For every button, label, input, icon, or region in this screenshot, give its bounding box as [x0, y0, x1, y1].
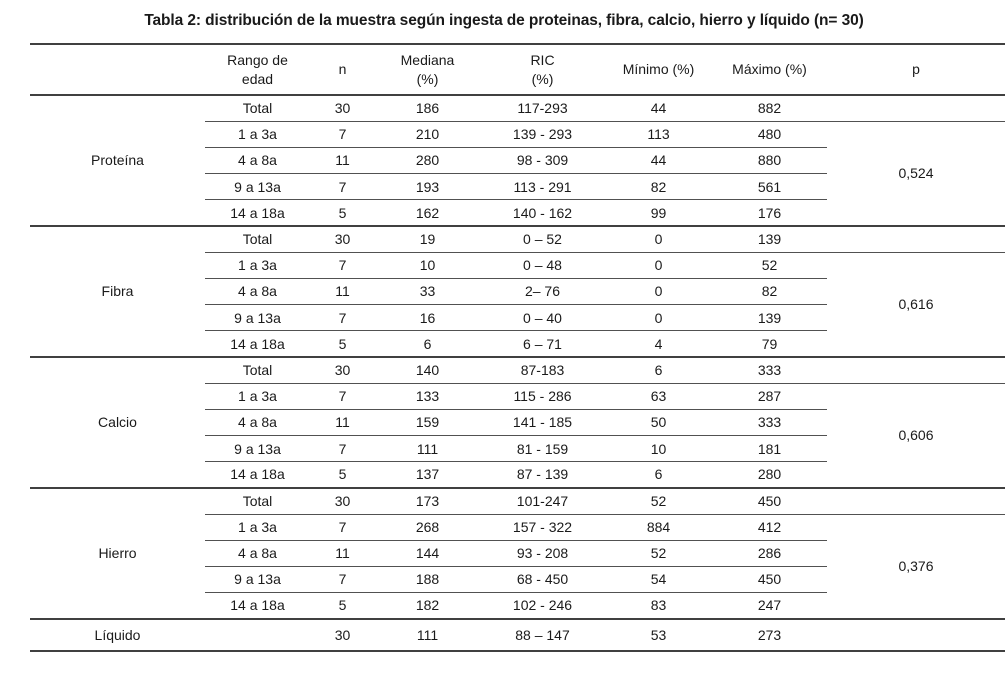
cell-rango: 9 a 13a	[205, 566, 310, 592]
cell-maximo: 139	[712, 226, 827, 252]
cell-rango: 9 a 13a	[205, 174, 310, 200]
cell-ric: 93 - 208	[480, 540, 605, 566]
column-header-mediana	[375, 44, 480, 95]
header-row	[30, 44, 1005, 95]
cell-maximo: 882	[712, 95, 827, 121]
cell-mediana: 188	[375, 566, 480, 592]
cell-mediana: 182	[375, 593, 480, 619]
cell-ric: 87 - 139	[480, 462, 605, 488]
cell-mediana: 137	[375, 462, 480, 488]
cell-ric: 68 - 450	[480, 566, 605, 592]
column-header-p	[827, 44, 1005, 95]
row-group-label: Proteína	[30, 95, 205, 226]
cell-ric: 157 - 322	[480, 514, 605, 540]
cell-maximo: 181	[712, 435, 827, 461]
table-header	[30, 44, 1005, 95]
table-row	[30, 357, 1005, 383]
row-group-label: Fibra	[30, 226, 205, 357]
column-header-sublabel: (%)	[531, 70, 554, 87]
column-header-label: p	[912, 61, 920, 78]
cell-n: 30	[310, 357, 375, 383]
cell-mediana: 16	[375, 305, 480, 331]
p-value: 0,616	[827, 252, 1005, 357]
cell-minimo: 53	[605, 619, 712, 651]
column-header-label: Mínimo (%)	[622, 61, 695, 78]
cell-n: 7	[310, 566, 375, 592]
cell-minimo: 6	[605, 462, 712, 488]
cell-n: 7	[310, 514, 375, 540]
cell-n: 11	[310, 540, 375, 566]
cell-minimo: 54	[605, 566, 712, 592]
row-group-label: Hierro	[30, 488, 205, 619]
cell-mediana: 33	[375, 278, 480, 304]
cell-minimo: 44	[605, 147, 712, 173]
cell-mediana: 144	[375, 540, 480, 566]
cell-rango: 14 a 18a	[205, 593, 310, 619]
cell-n: 7	[310, 121, 375, 147]
cell-minimo: 0	[605, 278, 712, 304]
p-empty-cell	[827, 226, 1005, 252]
cell-ric: 115 - 286	[480, 383, 605, 409]
column-header-n	[310, 44, 375, 95]
column-header-sublabel: (%)	[416, 70, 439, 87]
cell-minimo: 884	[605, 514, 712, 540]
cell-mediana: 268	[375, 514, 480, 540]
cell-mediana: 193	[375, 174, 480, 200]
cell-maximo: 412	[712, 514, 827, 540]
cell-maximo: 176	[712, 200, 827, 226]
cell-minimo: 83	[605, 593, 712, 619]
cell-maximo: 247	[712, 593, 827, 619]
cell-rango: 1 a 3a	[205, 514, 310, 540]
cell-maximo: 280	[712, 462, 827, 488]
cell-mediana: 140	[375, 357, 480, 383]
cell-ric: 117-293	[480, 95, 605, 121]
table-row	[30, 226, 1005, 252]
cell-rango: Total	[205, 226, 310, 252]
cell-ric: 139 - 293	[480, 121, 605, 147]
row-group-label: Calcio	[30, 357, 205, 488]
cell-ric: 113 - 291	[480, 174, 605, 200]
cell-minimo: 0	[605, 226, 712, 252]
cell-minimo: 113	[605, 121, 712, 147]
cell-n: 30	[310, 619, 375, 651]
cell-ric: 140 - 162	[480, 200, 605, 226]
cell-ric: 2– 76	[480, 278, 605, 304]
cell-rango: 1 a 3a	[205, 121, 310, 147]
cell-mediana: 173	[375, 488, 480, 514]
cell-rango: 4 a 8a	[205, 278, 310, 304]
cell-mediana: 133	[375, 383, 480, 409]
cell-mediana: 19	[375, 226, 480, 252]
column-header-rango-de-edad	[205, 44, 310, 95]
cell-n: 30	[310, 226, 375, 252]
cell-maximo: 52	[712, 252, 827, 278]
table-row	[30, 619, 1005, 651]
cell-minimo: 4	[605, 331, 712, 357]
cell-minimo: 52	[605, 488, 712, 514]
p-value: 0,524	[827, 121, 1005, 226]
cell-rango: 9 a 13a	[205, 305, 310, 331]
cell-maximo: 561	[712, 174, 827, 200]
table-row	[30, 488, 1005, 514]
cell-maximo: 333	[712, 409, 827, 435]
table-body	[30, 95, 1005, 651]
column-header-label: Máximo (%)	[732, 61, 807, 78]
cell-maximo: 287	[712, 383, 827, 409]
p-value: 0,376	[827, 514, 1005, 619]
cell-ric: 0 – 52	[480, 226, 605, 252]
cell-ric: 141 - 185	[480, 409, 605, 435]
cell-n: 11	[310, 147, 375, 173]
cell-rango: 9 a 13a	[205, 435, 310, 461]
table-row	[30, 95, 1005, 121]
column-header-nutrient	[30, 44, 205, 95]
cell-minimo: 0	[605, 305, 712, 331]
cell-rango: Total	[205, 488, 310, 514]
cell-ric: 87-183	[480, 357, 605, 383]
cell-ric: 98 - 309	[480, 147, 605, 173]
cell-n: 7	[310, 252, 375, 278]
cell-maximo: 450	[712, 566, 827, 592]
cell-mediana: 111	[375, 619, 480, 651]
cell-maximo: 286	[712, 540, 827, 566]
cell-ric: 102 - 246	[480, 593, 605, 619]
cell-mediana: 162	[375, 200, 480, 226]
cell-n: 7	[310, 435, 375, 461]
cell-rango: Total	[205, 357, 310, 383]
cell-minimo: 63	[605, 383, 712, 409]
cell-minimo: 0	[605, 252, 712, 278]
cell-n: 5	[310, 331, 375, 357]
cell-maximo: 480	[712, 121, 827, 147]
cell-maximo: 880	[712, 147, 827, 173]
cell-ric: 101-247	[480, 488, 605, 514]
cell-ric: 81 - 159	[480, 435, 605, 461]
cell-n: 7	[310, 383, 375, 409]
cell-mediana: 159	[375, 409, 480, 435]
cell-rango: 4 a 8a	[205, 409, 310, 435]
cell-rango: 14 a 18a	[205, 462, 310, 488]
cell-rango: 4 a 8a	[205, 540, 310, 566]
cell-ric: 0 – 40	[480, 305, 605, 331]
cell-minimo: 6	[605, 357, 712, 383]
cell-minimo: 52	[605, 540, 712, 566]
column-header-label: Rango de	[227, 51, 288, 68]
cell-mediana: 6	[375, 331, 480, 357]
cell-rango: 1 a 3a	[205, 252, 310, 278]
cell-n: 11	[310, 278, 375, 304]
cell-n: 7	[310, 174, 375, 200]
cell-n: 7	[310, 305, 375, 331]
cell-n: 5	[310, 200, 375, 226]
cell-mediana: 10	[375, 252, 480, 278]
cell-mediana: 186	[375, 95, 480, 121]
cell-ric: 88 – 147	[480, 619, 605, 651]
cell-mediana: 210	[375, 121, 480, 147]
cell-n: 5	[310, 462, 375, 488]
cell-mediana: 111	[375, 435, 480, 461]
column-header-maximo	[712, 44, 827, 95]
cell-ric: 6 – 71	[480, 331, 605, 357]
cell-n: 30	[310, 488, 375, 514]
cell-minimo: 50	[605, 409, 712, 435]
table-title: Tabla 2: distribución de la muestra según ingesta de proteinas, fibra, calcio, hierro y líquido (n= 30)	[144, 12, 864, 29]
cell-rango: 4 a 8a	[205, 147, 310, 173]
p-empty-cell	[827, 488, 1005, 514]
column-header-label: n	[338, 61, 347, 78]
cell-minimo: 44	[605, 95, 712, 121]
cell-minimo: 10	[605, 435, 712, 461]
column-header-ric	[480, 44, 605, 95]
p-value: 0,606	[827, 383, 1005, 488]
cell-maximo: 79	[712, 331, 827, 357]
cell-n: 5	[310, 593, 375, 619]
cell-maximo: 139	[712, 305, 827, 331]
cell-rango: 14 a 18a	[205, 331, 310, 357]
cell-mediana: 280	[375, 147, 480, 173]
cell-n: 30	[310, 95, 375, 121]
cell-maximo: 82	[712, 278, 827, 304]
column-header-minimo	[605, 44, 712, 95]
column-header-label: RIC	[530, 51, 555, 68]
cell-maximo: 450	[712, 488, 827, 514]
cell-maximo: 273	[712, 619, 827, 651]
p-empty-cell	[827, 95, 1005, 121]
cell-rango: Total	[205, 95, 310, 121]
p-empty-cell	[827, 357, 1005, 383]
p-empty-cell	[827, 619, 1005, 651]
data-table	[30, 43, 1005, 652]
cell-rango: 14 a 18a	[205, 200, 310, 226]
row-group-label: Líquido	[30, 619, 205, 651]
column-header-sublabel: edad	[241, 70, 274, 87]
cell-n: 11	[310, 409, 375, 435]
cell-rango	[205, 619, 310, 651]
cell-ric: 0 – 48	[480, 252, 605, 278]
cell-maximo: 333	[712, 357, 827, 383]
column-header-label: Mediana	[400, 51, 455, 68]
cell-minimo: 82	[605, 174, 712, 200]
cell-rango: 1 a 3a	[205, 383, 310, 409]
cell-minimo: 99	[605, 200, 712, 226]
